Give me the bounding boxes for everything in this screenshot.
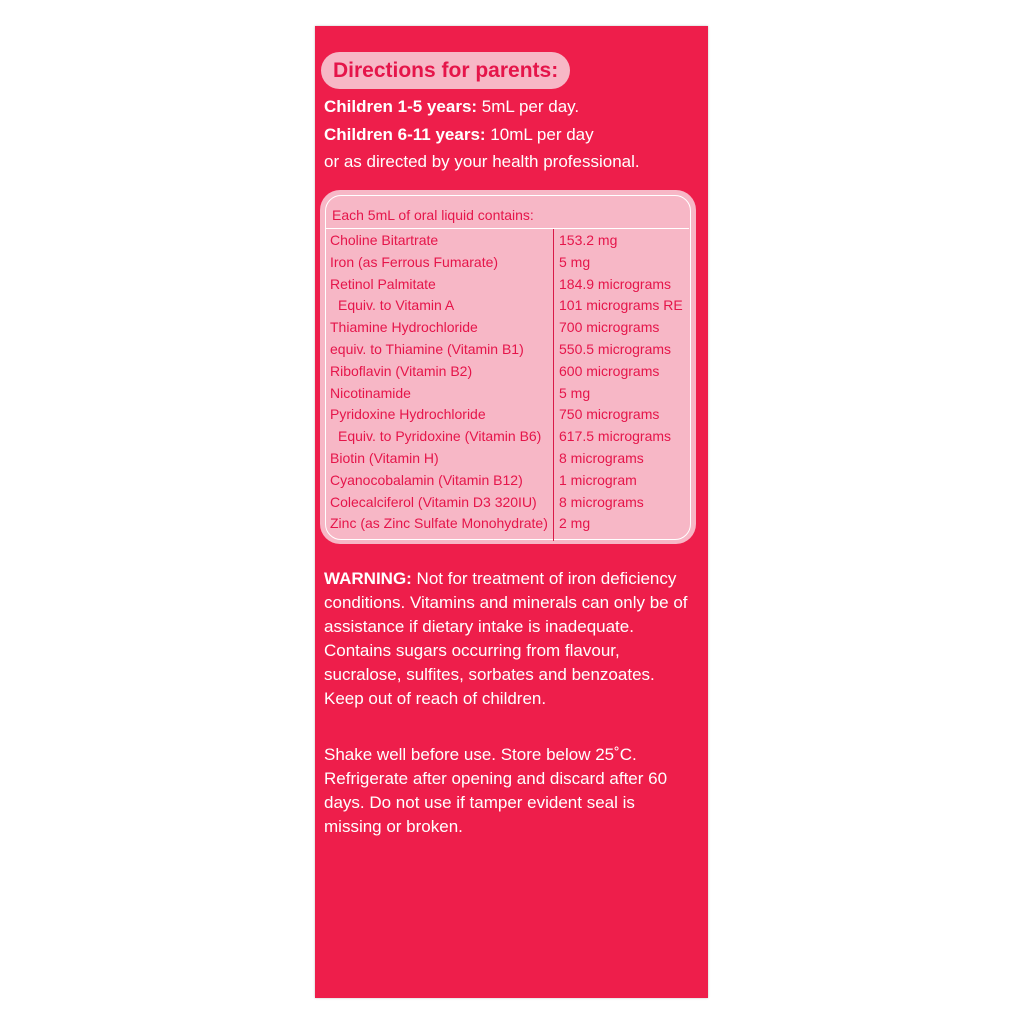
ingredient-row: [330, 448, 690, 470]
ingredient-row: [330, 404, 690, 426]
ingredient-amount: 8 micrograms: [559, 450, 644, 466]
ingredient-name: Nicotinamide: [330, 384, 411, 401]
directions-line-2-text: 10mL per day: [485, 125, 594, 144]
ingredient-name: Zinc (as Zinc Sulfate Monohydrate): [330, 515, 548, 532]
ingredient-name: Biotin (Vitamin H): [330, 450, 439, 466]
directions-line-1: [324, 96, 579, 118]
ingredient-amount: 101 micrograms RE: [559, 297, 683, 314]
ingredient-amount: 617.5 micrograms: [559, 428, 672, 445]
ingredient-name: Choline Bitartrate: [330, 232, 439, 248]
ingredient-amount: 5 mg: [559, 253, 591, 270]
ingredient-name: Equiv. to Pyridoxine (Vitamin B6): [338, 428, 542, 445]
warning-text: Not for treatment of iron deficiency conditions. Vitamins and minerals can only be of assistance if dietary intake is inadequate. Contains sugars occurring from flavour, sucralose, sulfites, sorbates and benzoates. Keep out of reach of children.: [324, 569, 688, 708]
directions-line-1-text: 5mL per day.: [477, 97, 580, 116]
ingredient-row: [330, 513, 690, 535]
ingredient-name: Retinol Palmitate: [330, 275, 436, 292]
ingredient-row: [330, 361, 690, 383]
directions-line-3: or as directed by your health professional.: [324, 152, 640, 171]
directions-line-1-label: Children 1-5 years:: [324, 97, 478, 116]
ingredient-row: [330, 470, 690, 492]
ingredient-row: [330, 492, 690, 514]
ingredient-name: Thiamine Hydrochloride: [330, 319, 478, 336]
ingredient-name: Colecalciferol (Vitamin D3 320IU): [330, 493, 537, 510]
ingredient-amount: 184.9 micrograms: [559, 275, 672, 292]
warning-paragraph: [324, 567, 696, 711]
ingredient-row: [330, 252, 690, 274]
ingredient-name: Riboflavin (Vitamin B2): [330, 362, 473, 379]
directions-line-2-label: Children 6-11 years:: [324, 125, 486, 144]
directions-title: Directions for parents:: [321, 52, 570, 89]
ingredient-row: [330, 274, 690, 296]
ingredient-row: [330, 317, 690, 339]
ingredient-name: Iron (as Ferrous Fumarate): [330, 253, 499, 270]
ingredient-amount: 5 mg: [559, 384, 591, 401]
ingredient-amount: 750 micrograms: [559, 406, 660, 423]
warning-label: WARNING:: [324, 569, 412, 588]
ingredient-amount: 153.2 mg: [559, 232, 618, 248]
ingredient-name: equiv. to Thiamine (Vitamin B1): [330, 341, 524, 357]
storage-paragraph: Shake well before use. Store below 25˚C. Refrigerate after opening and discard after 60 days. Do not use if tamper evident seal is missing or broken.: [324, 745, 668, 836]
ingredient-amount: 8 micrograms: [559, 493, 644, 510]
ingredient-amount: 550.5 micrograms: [559, 341, 672, 357]
ingredient-row: [330, 383, 690, 405]
ingredient-row: [330, 426, 690, 448]
ingredient-amount: 2 mg: [559, 515, 591, 532]
ingredient-amount: 1 microgram: [559, 471, 637, 488]
ingredients-heading-divider: [326, 228, 689, 229]
ingredient-row: [330, 339, 690, 361]
directions-line-2: [324, 124, 594, 146]
ingredient-row: [330, 295, 690, 317]
ingredient-amount: 600 micrograms: [559, 362, 660, 379]
ingredients-heading: Each 5mL of oral liquid contains:: [332, 207, 534, 223]
ingredient-name: Pyridoxine Hydrochloride: [330, 406, 486, 423]
ingredient-amount: 700 micrograms: [559, 319, 660, 336]
ingredient-name: Equiv. to Vitamin A: [338, 297, 455, 314]
ingredient-row: [330, 230, 690, 252]
ingredient-name: Cyanocobalamin (Vitamin B12): [330, 471, 523, 488]
